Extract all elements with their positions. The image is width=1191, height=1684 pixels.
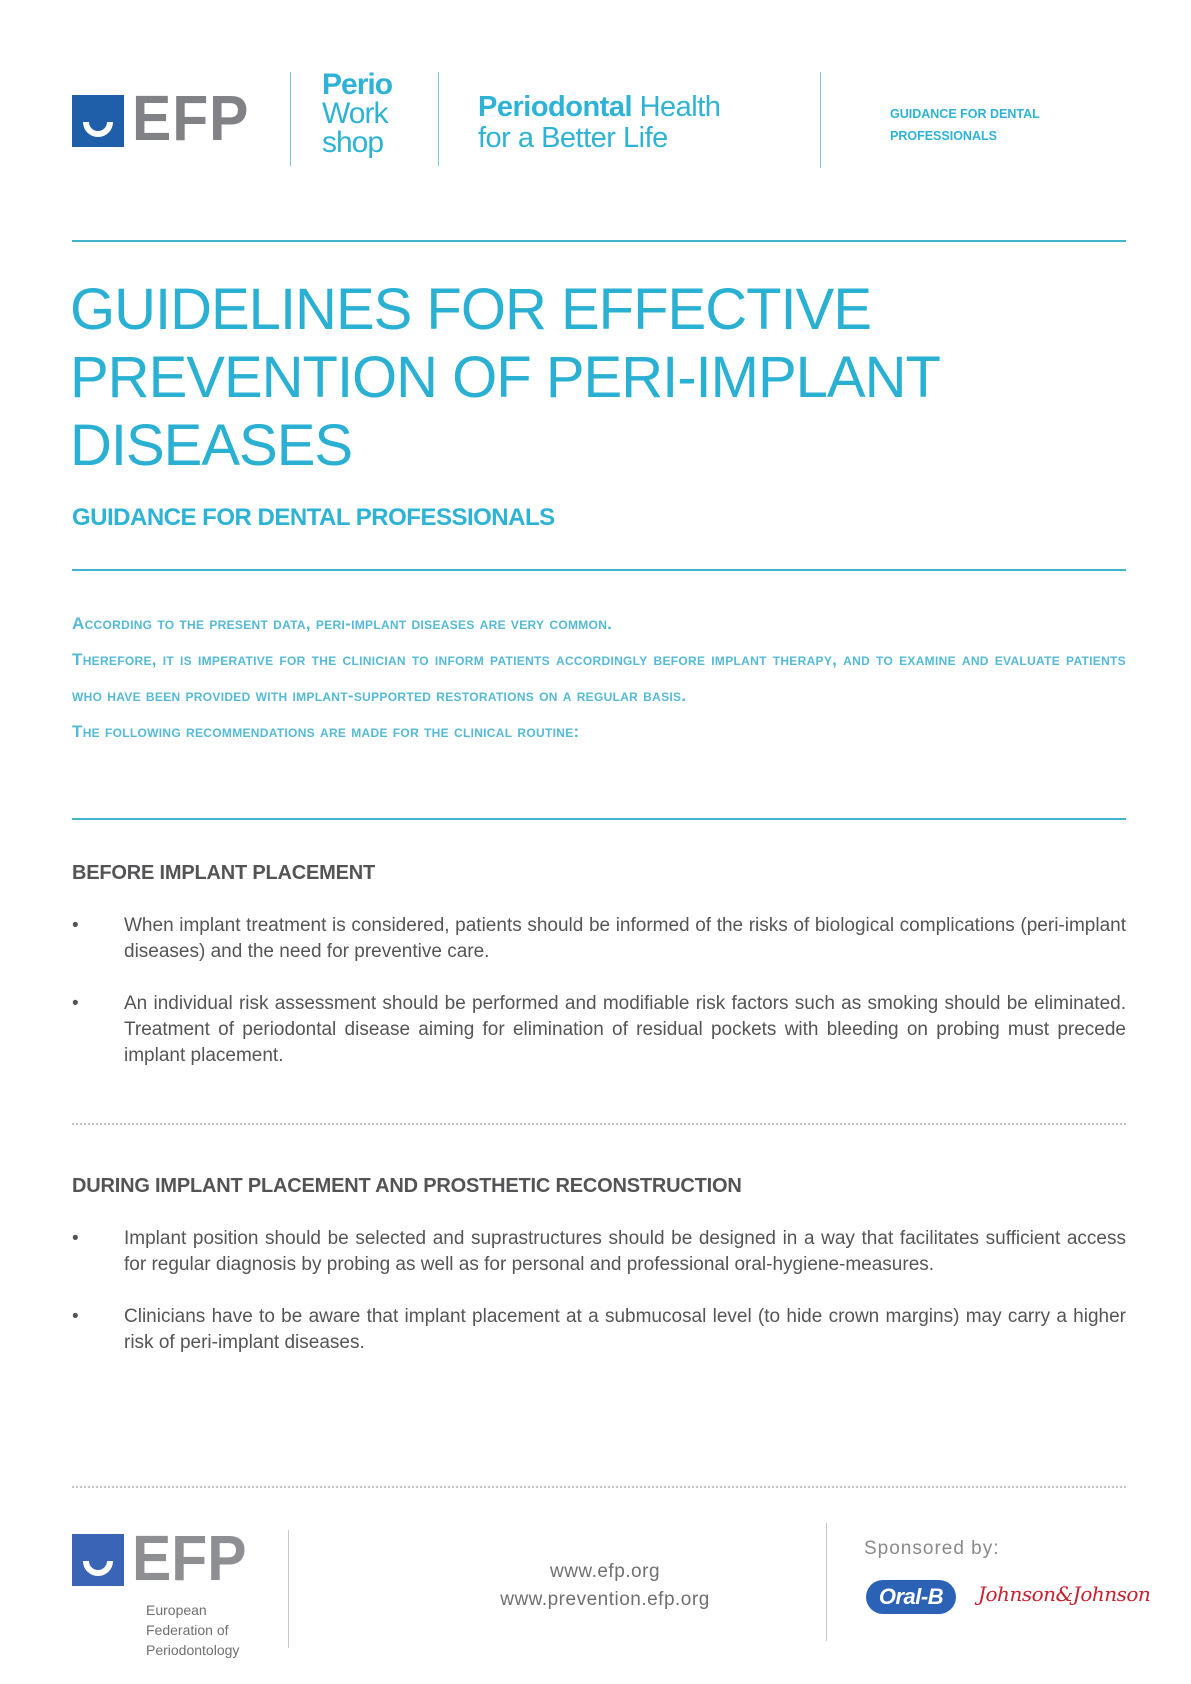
section-heading-before: BEFORE IMPLANT PLACEMENT [72, 862, 375, 884]
efp-smile-icon [72, 95, 124, 147]
dotted-divider [72, 1123, 1126, 1125]
work-word: Work [322, 97, 388, 130]
divider-rule [72, 818, 1126, 820]
divider-rule [72, 569, 1126, 571]
shop-word: shop [322, 126, 384, 159]
tagline-rest: Health [632, 91, 721, 123]
sponsored-label: Sponsored by: [864, 1538, 1000, 1559]
tagline [478, 92, 720, 154]
intro-paragraph-1: According to the present data, peri-implant diseases are very common. [72, 614, 613, 633]
list-item [72, 913, 1126, 965]
header-guidance-line1: GUIDANCE FOR DENTAL [890, 107, 1040, 121]
footer-efp-smile-icon [72, 1534, 124, 1586]
link-prevention[interactable]: www.prevention.efp.org [500, 1589, 710, 1610]
list-item [72, 1304, 1126, 1356]
org-name-line1: European [146, 1602, 207, 1618]
dotted-divider [72, 1486, 1126, 1488]
list-item-text: Implant position should be selected and suprastructures should be designed in a way that facilitates sufficient access for regular diagnosis by probing as well as for personal and professional oral-hygiene-measures. [124, 1228, 1126, 1275]
list-item-text: An individual risk assessment should be performed and modifiable risk factors such as smoking should be eliminated. Treatment of periodontal disease aiming for elimination of residual pockets with bleeding on probing must precede implant placement. [124, 993, 1126, 1066]
section-before-list [72, 913, 1126, 1095]
title-line2: PREVENTION OF PERI-IMPLANT [70, 345, 940, 410]
footer-links [455, 1558, 755, 1614]
johnson-johnson-logo: Johnson&Johnson [978, 1582, 1151, 1606]
title-line3: DISEASES [70, 413, 353, 478]
oral-b-logo: Oral-B [866, 1580, 956, 1614]
header-divider [820, 72, 821, 168]
section-during-list [72, 1226, 1126, 1382]
divider-rule [72, 240, 1126, 242]
header-divider [290, 72, 291, 166]
perio-workshop-logo [322, 70, 392, 157]
footer-divider [288, 1530, 289, 1648]
efp-logo-text: EFP [132, 82, 250, 154]
footer-org-name [146, 1600, 239, 1660]
page-title [70, 276, 1130, 480]
list-item-text: When implant treatment is considered, patients should be informed of the risks of biological complications (peri-implant diseases) and the need for preventive care. [124, 915, 1126, 962]
page-subtitle: GUIDANCE FOR DENTAL PROFESSIONALS [72, 504, 555, 531]
bullet-icon: • [72, 1228, 79, 1249]
list-item-text: Clinicians have to be aware that implant placement at a submucosal level (to hide crown margins) may carry a higher risk of peri-implant diseases. [124, 1306, 1126, 1353]
perio-word: Perio [322, 68, 393, 101]
org-name-line3: Periodontology [146, 1642, 240, 1658]
footer-divider [826, 1523, 827, 1641]
list-item [72, 1226, 1126, 1278]
tagline-line2: for a Better Life [478, 122, 668, 154]
intro-paragraph-3: The following recommendations are made for the clinical routine: [72, 722, 580, 741]
header-guidance-label [890, 103, 1040, 147]
org-name-line2: Federation of [146, 1622, 229, 1638]
bullet-icon: • [72, 1306, 79, 1327]
bullet-icon: • [72, 993, 79, 1014]
intro-paragraph-2: Therefore, it is imperative for the clinician to inform patients accordingly before implant therapy, and to examine and evaluate patients who have been provided with implant-supported restorations on a regular basis. [72, 650, 1126, 705]
footer-efp-logo-text: EFP [132, 1522, 247, 1594]
section-heading-during: DURING IMPLANT PLACEMENT AND PROSTHETIC RECONSTRUCTION [72, 1175, 742, 1197]
list-item [72, 991, 1126, 1069]
tagline-bold: Periodontal [478, 91, 633, 123]
title-line1: GUIDELINES FOR EFFECTIVE [70, 277, 871, 342]
header-divider [438, 72, 439, 166]
intro-block [72, 606, 1126, 750]
link-efp[interactable]: www.efp.org [549, 1561, 661, 1582]
header-guidance-line2: PROFESSIONALS [890, 129, 997, 143]
bullet-icon: • [72, 915, 79, 936]
